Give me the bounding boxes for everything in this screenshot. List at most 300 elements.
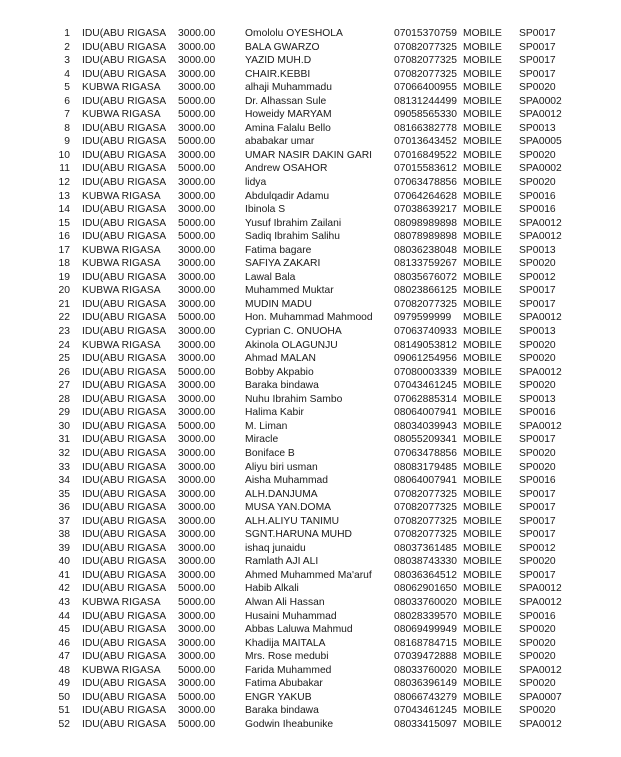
table-row: [52, 81, 579, 95]
row-number: 14: [58, 204, 70, 216]
amount-cell: 3000.00: [178, 488, 216, 500]
table-row: [52, 257, 579, 271]
amount-cell: 3000.00: [178, 651, 216, 663]
row-number: 23: [58, 326, 70, 338]
phone-cell: 08037361485: [394, 542, 457, 554]
phone-type-cell: MOBILE: [463, 298, 502, 310]
row-number: 4: [64, 68, 70, 80]
location-cell: IDU(ABU RIGASA: [82, 583, 167, 595]
amount-cell: 5000.00: [178, 217, 216, 229]
table-row: [52, 95, 579, 109]
phone-type-cell: MOBILE: [463, 122, 502, 134]
code-cell: SP0017: [519, 28, 556, 39]
code-cell: SP0020: [519, 678, 556, 690]
phone-type-cell: MOBILE: [463, 380, 502, 392]
code-cell: SP0017: [519, 515, 556, 527]
phone-type-cell: MOBILE: [463, 583, 502, 595]
phone-cell: 07082077325: [394, 55, 457, 67]
location-cell: KUBWA RIGASA: [82, 244, 161, 256]
table-row: [52, 447, 579, 461]
location-cell: IDU(ABU RIGASA: [82, 68, 167, 80]
amount-cell: 5000.00: [178, 596, 216, 608]
location-cell: IDU(ABU RIGASA: [82, 41, 167, 53]
row-number: 28: [58, 393, 70, 405]
code-cell: SP0020: [519, 705, 556, 717]
row-number: 17: [58, 244, 70, 256]
name-cell: MUSA YAN.DOMA: [245, 502, 332, 514]
amount-cell: 5000.00: [178, 109, 216, 121]
code-cell: SP0017: [519, 529, 556, 541]
row-number: 19: [58, 271, 70, 283]
table-row: [52, 108, 579, 122]
row-number: 5: [64, 82, 70, 94]
row-number: 1: [64, 28, 70, 39]
amount-cell: 3000.00: [178, 204, 216, 216]
amount-cell: 5000.00: [178, 95, 216, 107]
table-row: [52, 203, 579, 217]
name-cell: Ibinola S: [245, 204, 286, 216]
name-cell: CHAIR.KEBBI: [245, 68, 311, 80]
location-cell: IDU(ABU RIGASA: [82, 353, 167, 365]
name-cell: lidya: [245, 177, 267, 189]
row-number: 48: [58, 664, 70, 676]
amount-cell: 3000.00: [178, 542, 216, 554]
table-row: [52, 610, 579, 624]
phone-type-cell: MOBILE: [463, 705, 502, 717]
name-cell: Baraka bindawa: [245, 705, 319, 717]
amount-cell: 3000.00: [178, 177, 216, 189]
name-cell: Andrew OSAHOR: [245, 163, 328, 175]
phone-cell: 09061254956: [394, 353, 457, 365]
phone-cell: 07043461245: [394, 705, 457, 717]
row-number: 25: [58, 353, 70, 365]
table-row: [52, 474, 579, 488]
phone-type-cell: MOBILE: [463, 190, 502, 202]
table-row: [52, 298, 579, 312]
table-row: [52, 176, 579, 190]
table-row: [52, 190, 579, 204]
code-cell: SPA0005: [519, 136, 562, 148]
phone-cell: 08083179485: [394, 461, 457, 473]
table-row: [52, 135, 579, 149]
amount-cell: 3000.00: [178, 28, 216, 39]
table-row: [52, 542, 579, 556]
row-number: 36: [58, 502, 70, 514]
phone-cell: 07080003339: [394, 366, 457, 378]
phone-cell: 07013643452: [394, 136, 457, 148]
code-cell: SPA0012: [519, 664, 562, 676]
code-cell: SP0013: [519, 244, 556, 256]
row-number: 12: [58, 177, 70, 189]
code-cell: SP0012: [519, 542, 556, 554]
phone-type-cell: MOBILE: [463, 393, 502, 405]
amount-cell: 3000.00: [178, 624, 216, 636]
table-row: [52, 162, 579, 176]
location-cell: IDU(ABU RIGASA: [82, 122, 167, 134]
phone-type-cell: MOBILE: [463, 718, 502, 730]
phone-cell: 07064264628: [394, 190, 457, 202]
code-cell: SPA0002: [519, 163, 562, 175]
location-cell: IDU(ABU RIGASA: [82, 136, 167, 148]
table-row: [52, 461, 579, 475]
code-cell: SPA0012: [519, 109, 562, 121]
phone-cell: 08066743279: [394, 691, 457, 703]
phone-type-cell: MOBILE: [463, 149, 502, 161]
phone-type-cell: MOBILE: [463, 624, 502, 636]
phone-cell: 07015370759: [394, 28, 457, 39]
phone-cell: 08035676072: [394, 271, 457, 283]
name-cell: Sadiq Ibrahim Salihu: [245, 231, 341, 243]
amount-cell: 5000.00: [178, 312, 216, 324]
location-cell: KUBWA RIGASA: [82, 664, 161, 676]
code-cell: SP0016: [519, 190, 556, 202]
records-table: [52, 27, 579, 731]
name-cell: Ahmed Muhammed Ma'aruf: [245, 569, 372, 581]
phone-type-cell: MOBILE: [463, 339, 502, 351]
table-row: [52, 691, 579, 705]
row-number: 3: [64, 55, 70, 67]
row-number: 38: [58, 529, 70, 541]
amount-cell: 3000.00: [178, 339, 216, 351]
location-cell: IDU(ABU RIGASA: [82, 312, 167, 324]
name-cell: Akinola OLAGUNJU: [245, 339, 338, 351]
table-row: [52, 718, 579, 732]
name-cell: Yusuf Ibrahim Zailani: [245, 217, 342, 229]
phone-type-cell: MOBILE: [463, 529, 502, 541]
amount-cell: 3000.00: [178, 271, 216, 283]
row-number: 22: [58, 312, 70, 324]
row-number: 44: [58, 610, 70, 622]
code-cell: SP0020: [519, 149, 556, 161]
phone-type-cell: MOBILE: [463, 217, 502, 229]
location-cell: IDU(ABU RIGASA: [82, 298, 167, 310]
location-cell: IDU(ABU RIGASA: [82, 488, 167, 500]
phone-type-cell: MOBILE: [463, 542, 502, 554]
code-cell: SP0020: [519, 637, 556, 649]
phone-cell: 08055209341: [394, 434, 457, 446]
table-row: [52, 488, 579, 502]
phone-type-cell: MOBILE: [463, 163, 502, 175]
table-row: [52, 366, 579, 380]
phone-cell: 08168784715: [394, 637, 457, 649]
location-cell: IDU(ABU RIGASA: [82, 163, 167, 175]
table-row: [52, 637, 579, 651]
phone-cell: 08036396149: [394, 678, 457, 690]
table-row: [52, 339, 579, 353]
phone-cell: 08064007941: [394, 407, 457, 419]
table-row: [52, 244, 579, 258]
name-cell: Habib Alkali: [245, 583, 299, 595]
code-cell: SP0020: [519, 461, 556, 473]
phone-type-cell: MOBILE: [463, 177, 502, 189]
name-cell: Fatima bagare: [245, 244, 312, 256]
table-row: [52, 677, 579, 691]
code-cell: SP0013: [519, 122, 556, 134]
row-number: 9: [64, 136, 70, 148]
code-cell: SP0016: [519, 204, 556, 216]
code-cell: SPA0012: [519, 312, 562, 324]
table-row: [52, 230, 579, 244]
phone-type-cell: MOBILE: [463, 475, 502, 487]
location-cell: KUBWA RIGASA: [82, 285, 161, 297]
phone-type-cell: MOBILE: [463, 556, 502, 568]
code-cell: SPA0007: [519, 691, 562, 703]
code-cell: SP0016: [519, 407, 556, 419]
name-cell: Abbas Laluwa Mahmud: [245, 624, 353, 636]
location-cell: IDU(ABU RIGASA: [82, 28, 167, 39]
table-row: [52, 569, 579, 583]
row-number: 6: [64, 95, 70, 107]
amount-cell: 3000.00: [178, 149, 216, 161]
location-cell: IDU(ABU RIGASA: [82, 515, 167, 527]
name-cell: Baraka bindawa: [245, 380, 319, 392]
amount-cell: 3000.00: [178, 41, 216, 53]
name-cell: Cyprian C. ONUOHA: [245, 326, 342, 338]
amount-cell: 3000.00: [178, 447, 216, 459]
amount-cell: 5000.00: [178, 691, 216, 703]
name-cell: Ahmad MALAN: [245, 353, 316, 365]
code-cell: SP0012: [519, 271, 556, 283]
code-cell: SP0013: [519, 326, 556, 338]
code-cell: SPA0012: [519, 366, 562, 378]
table-row: [52, 406, 579, 420]
name-cell: ALH.ALIYU TANIMU: [245, 515, 340, 527]
row-number: 50: [58, 691, 70, 703]
code-cell: SP0017: [519, 488, 556, 500]
table-row: [52, 352, 579, 366]
row-number: 45: [58, 624, 70, 636]
row-number: 30: [58, 420, 70, 432]
table-row: [52, 582, 579, 596]
phone-type-cell: MOBILE: [463, 637, 502, 649]
name-cell: Aisha Muhammad: [245, 475, 328, 487]
phone-cell: 08098989898: [394, 217, 457, 229]
phone-type-cell: MOBILE: [463, 136, 502, 148]
name-cell: Miracle: [245, 434, 279, 446]
code-cell: SPA0002: [519, 95, 562, 107]
name-cell: SAFIYA ZAKARI: [245, 258, 321, 270]
row-number: 49: [58, 678, 70, 690]
phone-type-cell: MOBILE: [463, 326, 502, 338]
code-cell: SP0017: [519, 68, 556, 80]
table-row: [52, 217, 579, 231]
row-number: 39: [58, 542, 70, 554]
phone-type-cell: MOBILE: [463, 41, 502, 53]
location-cell: IDU(ABU RIGASA: [82, 217, 167, 229]
amount-cell: 5000.00: [178, 163, 216, 175]
table-row: [52, 596, 579, 610]
location-cell: IDU(ABU RIGASA: [82, 461, 167, 473]
location-cell: IDU(ABU RIGASA: [82, 393, 167, 405]
name-cell: SGNT.HARUNA MUHD: [245, 529, 352, 541]
phone-type-cell: MOBILE: [463, 68, 502, 80]
amount-cell: 3000.00: [178, 82, 216, 94]
location-cell: IDU(ABU RIGASA: [82, 705, 167, 717]
phone-type-cell: MOBILE: [463, 596, 502, 608]
amount-cell: 5000.00: [178, 136, 216, 148]
phone-type-cell: MOBILE: [463, 502, 502, 514]
phone-cell: 08033760020: [394, 596, 457, 608]
code-cell: SP0020: [519, 651, 556, 663]
amount-cell: 5000.00: [178, 420, 216, 432]
code-cell: SP0017: [519, 434, 556, 446]
phone-type-cell: MOBILE: [463, 244, 502, 256]
phone-cell: 08069499949: [394, 624, 457, 636]
row-number: 43: [58, 596, 70, 608]
phone-cell: 08149053812: [394, 339, 457, 351]
phone-type-cell: MOBILE: [463, 204, 502, 216]
location-cell: IDU(ABU RIGASA: [82, 149, 167, 161]
phone-cell: 07082077325: [394, 298, 457, 310]
amount-cell: 3000.00: [178, 55, 216, 67]
code-cell: SP0017: [519, 285, 556, 297]
table-row: [52, 704, 579, 718]
amount-cell: 3000.00: [178, 190, 216, 202]
phone-cell: 07082077325: [394, 68, 457, 80]
phone-type-cell: MOBILE: [463, 366, 502, 378]
location-cell: IDU(ABU RIGASA: [82, 556, 167, 568]
code-cell: SP0020: [519, 380, 556, 392]
location-cell: IDU(ABU RIGASA: [82, 569, 167, 581]
phone-type-cell: MOBILE: [463, 55, 502, 67]
code-cell: SPA0012: [519, 420, 562, 432]
code-cell: SPA0012: [519, 231, 562, 243]
location-cell: KUBWA RIGASA: [82, 339, 161, 351]
phone-cell: 07082077325: [394, 529, 457, 541]
location-cell: IDU(ABU RIGASA: [82, 204, 167, 216]
location-cell: IDU(ABU RIGASA: [82, 95, 167, 107]
phone-cell: 07082077325: [394, 502, 457, 514]
row-number: 10: [58, 149, 70, 161]
location-cell: IDU(ABU RIGASA: [82, 55, 167, 67]
name-cell: Mrs. Rose medubi: [245, 651, 329, 663]
table-row: [52, 623, 579, 637]
phone-cell: 08033415097: [394, 718, 457, 730]
name-cell: Howeidy MARYAM: [245, 109, 332, 121]
amount-cell: 3000.00: [178, 705, 216, 717]
phone-type-cell: MOBILE: [463, 407, 502, 419]
name-cell: ENGR YAKUB: [245, 691, 312, 703]
amount-cell: 3000.00: [178, 610, 216, 622]
code-cell: SP0020: [519, 177, 556, 189]
amount-cell: 3000.00: [178, 502, 216, 514]
row-number: 21: [58, 298, 70, 310]
amount-cell: 3000.00: [178, 556, 216, 568]
amount-cell: 3000.00: [178, 244, 216, 256]
row-number: 24: [58, 339, 70, 351]
name-cell: Godwin Iheabunike: [245, 718, 334, 730]
amount-cell: 3000.00: [178, 637, 216, 649]
phone-cell: 07038639217: [394, 204, 457, 216]
amount-cell: 3000.00: [178, 475, 216, 487]
table-row: [52, 650, 579, 664]
amount-cell: 3000.00: [178, 569, 216, 581]
table-row: [52, 515, 579, 529]
code-cell: SP0017: [519, 55, 556, 67]
location-cell: IDU(ABU RIGASA: [82, 434, 167, 446]
code-cell: SP0017: [519, 41, 556, 53]
phone-cell: 07039472888: [394, 651, 457, 663]
phone-type-cell: MOBILE: [463, 231, 502, 243]
code-cell: SP0013: [519, 393, 556, 405]
name-cell: Muhammed Muktar: [245, 285, 334, 297]
name-cell: Farida Muhammed: [245, 664, 332, 676]
row-number: 15: [58, 217, 70, 229]
location-cell: IDU(ABU RIGASA: [82, 610, 167, 622]
phone-type-cell: MOBILE: [463, 420, 502, 432]
row-number: 47: [58, 651, 70, 663]
amount-cell: 3000.00: [178, 353, 216, 365]
amount-cell: 5000.00: [178, 583, 216, 595]
location-cell: KUBWA RIGASA: [82, 190, 161, 202]
amount-cell: 3000.00: [178, 678, 216, 690]
name-cell: Boniface B: [245, 447, 295, 459]
code-cell: SP0020: [519, 353, 556, 365]
table-row: [52, 122, 579, 136]
table-row: [52, 284, 579, 298]
table-row: [52, 501, 579, 515]
row-number: 29: [58, 407, 70, 419]
table-row: [52, 271, 579, 285]
phone-type-cell: MOBILE: [463, 515, 502, 527]
phone-type-cell: MOBILE: [463, 95, 502, 107]
name-cell: Omololu OYESHOLA: [245, 28, 343, 39]
location-cell: IDU(ABU RIGASA: [82, 651, 167, 663]
phone-type-cell: MOBILE: [463, 285, 502, 297]
amount-cell: 3000.00: [178, 461, 216, 473]
location-cell: KUBWA RIGASA: [82, 82, 161, 94]
code-cell: SP0020: [519, 447, 556, 459]
row-number: 51: [58, 705, 70, 717]
location-cell: IDU(ABU RIGASA: [82, 231, 167, 243]
row-number: 11: [59, 163, 70, 175]
name-cell: Khadija MAITALA: [245, 637, 326, 649]
name-cell: Husaini Muhammad: [245, 610, 337, 622]
name-cell: Amina Falalu Bello: [245, 122, 331, 134]
phone-cell: 07082077325: [394, 488, 457, 500]
phone-cell: 08023866125: [394, 285, 457, 297]
location-cell: IDU(ABU RIGASA: [82, 326, 167, 338]
table-row: [52, 664, 579, 678]
location-cell: IDU(ABU RIGASA: [82, 691, 167, 703]
amount-cell: 3000.00: [178, 122, 216, 134]
name-cell: alhaji Muhammadu: [245, 82, 332, 94]
phone-type-cell: MOBILE: [463, 569, 502, 581]
location-cell: IDU(ABU RIGASA: [82, 420, 167, 432]
location-cell: IDU(ABU RIGASA: [82, 678, 167, 690]
table-row: [52, 325, 579, 339]
location-cell: IDU(ABU RIGASA: [82, 502, 167, 514]
row-number: 16: [58, 231, 70, 243]
phone-type-cell: MOBILE: [463, 691, 502, 703]
phone-cell: 08036238048: [394, 244, 457, 256]
location-cell: IDU(ABU RIGASA: [82, 407, 167, 419]
phone-type-cell: MOBILE: [463, 28, 502, 39]
name-cell: MUDIN MADU: [245, 298, 312, 310]
phone-type-cell: MOBILE: [463, 82, 502, 94]
amount-cell: 3000.00: [178, 258, 216, 270]
phone-cell: 07043461245: [394, 380, 457, 392]
phone-cell: 07063740933: [394, 326, 457, 338]
name-cell: Abdulqadir Adamu: [245, 190, 330, 202]
phone-cell: 08036364512: [394, 569, 457, 581]
row-number: 8: [64, 122, 70, 134]
code-cell: SP0017: [519, 502, 556, 514]
phone-cell: 07082077325: [394, 41, 457, 53]
phone-type-cell: MOBILE: [463, 353, 502, 365]
code-cell: SP0016: [519, 610, 556, 622]
phone-cell: 08166382778: [394, 122, 457, 134]
